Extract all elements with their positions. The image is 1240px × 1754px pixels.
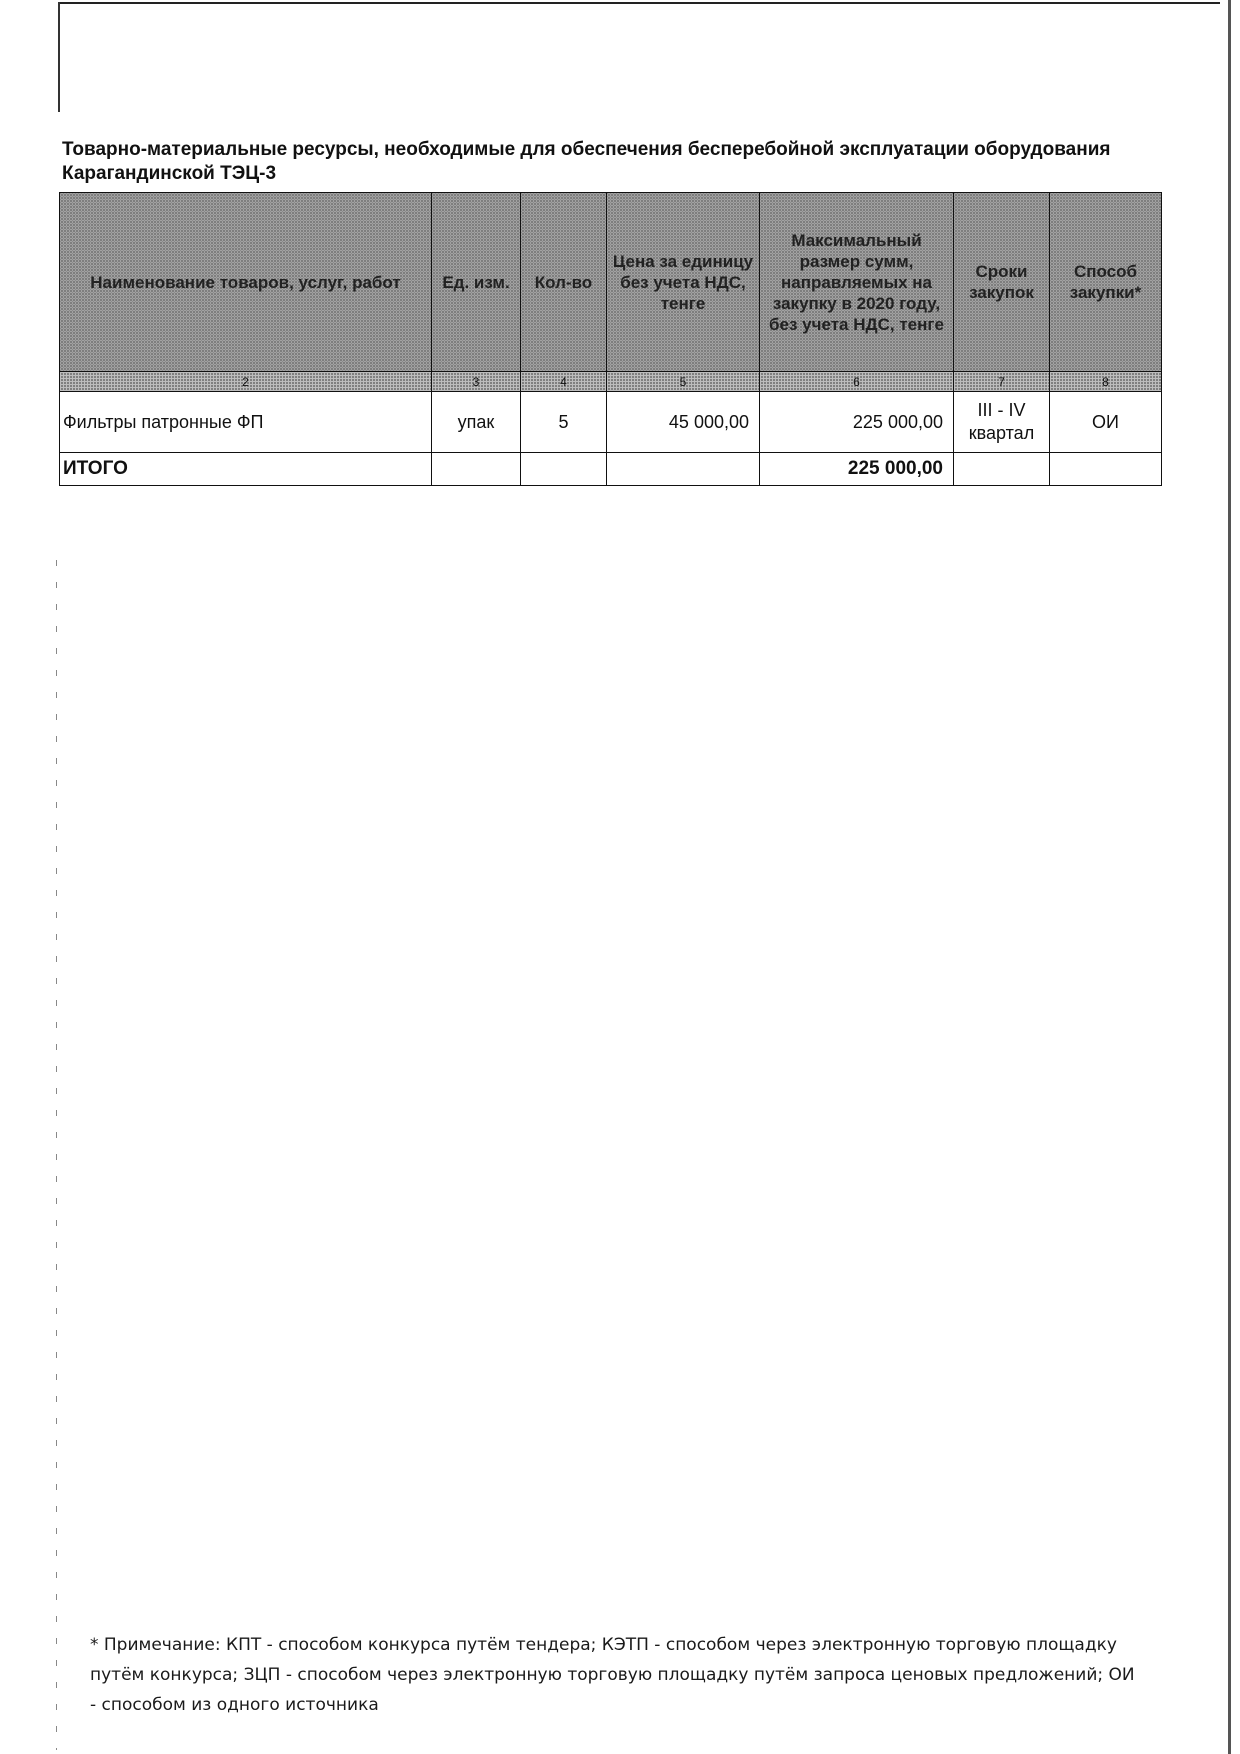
- total-max-sum: 225 000,00: [760, 453, 954, 486]
- total-empty-cell: [521, 453, 607, 486]
- total-label: ИТОГО: [60, 453, 432, 486]
- header-unit: Ед. изм.: [432, 193, 521, 372]
- period-line-1: III - IV: [977, 400, 1026, 420]
- scan-border-right: [1228, 0, 1231, 1754]
- header-method: Способ закупки*: [1050, 193, 1162, 372]
- cell-qty: 5: [521, 392, 607, 453]
- document-title: Товарно-материальные ресурсы, необходимые для обеспечения бесперебойной эксплуатации оборудования Карагандинской ТЭЦ-3: [62, 139, 1111, 184]
- total-empty-cell: [607, 453, 760, 486]
- column-number: 3: [432, 372, 521, 392]
- cell-period: [954, 392, 1050, 453]
- header-max-sum: Максимальный размер сумм, направляемых на закупку в 2020 году, без учета НДС, тенге: [760, 193, 954, 372]
- cell-unit: упак: [432, 392, 521, 453]
- total-empty-cell: [432, 453, 521, 486]
- column-number: 4: [521, 372, 607, 392]
- header-name: Наименование товаров, услуг, работ: [60, 193, 432, 372]
- scan-border-top: [60, 2, 1220, 4]
- column-number: 6: [760, 372, 954, 392]
- column-number: 7: [954, 372, 1050, 392]
- header-period: Сроки закупок: [954, 193, 1050, 372]
- table-header-row: [60, 193, 1162, 372]
- column-number: 5: [607, 372, 760, 392]
- header-price: Цена за единицу без учета НДС, тенге: [607, 193, 760, 372]
- scan-dash-left: [56, 560, 57, 1750]
- cell-price: 45 000,00: [607, 392, 760, 453]
- header-qty: Кол-во: [521, 193, 607, 372]
- total-empty-cell: [1050, 453, 1162, 486]
- cell-name: Фильтры патронные ФП: [60, 392, 432, 453]
- total-row: [60, 453, 1162, 486]
- footnote: * Примечание: КПТ - способом конкурса путём тендера; КЭТП - способом через электронную торговую площадку путём конкурса; ЗЦП - способом через электронную торговую площадку путём запроса ценовых предложений; ОИ - способом из одного источника: [90, 1635, 1135, 1715]
- table-row: [60, 392, 1162, 453]
- cell-method: ОИ: [1050, 392, 1162, 453]
- period-line-2: квартал: [968, 423, 1035, 443]
- cell-max-sum: 225 000,00: [760, 392, 954, 453]
- resources-table: [59, 192, 1162, 486]
- column-number-row: [60, 372, 1162, 392]
- scan-border-left: [58, 2, 60, 112]
- total-empty-cell: [954, 453, 1050, 486]
- column-number: 2: [60, 372, 432, 392]
- column-number: 8: [1050, 372, 1162, 392]
